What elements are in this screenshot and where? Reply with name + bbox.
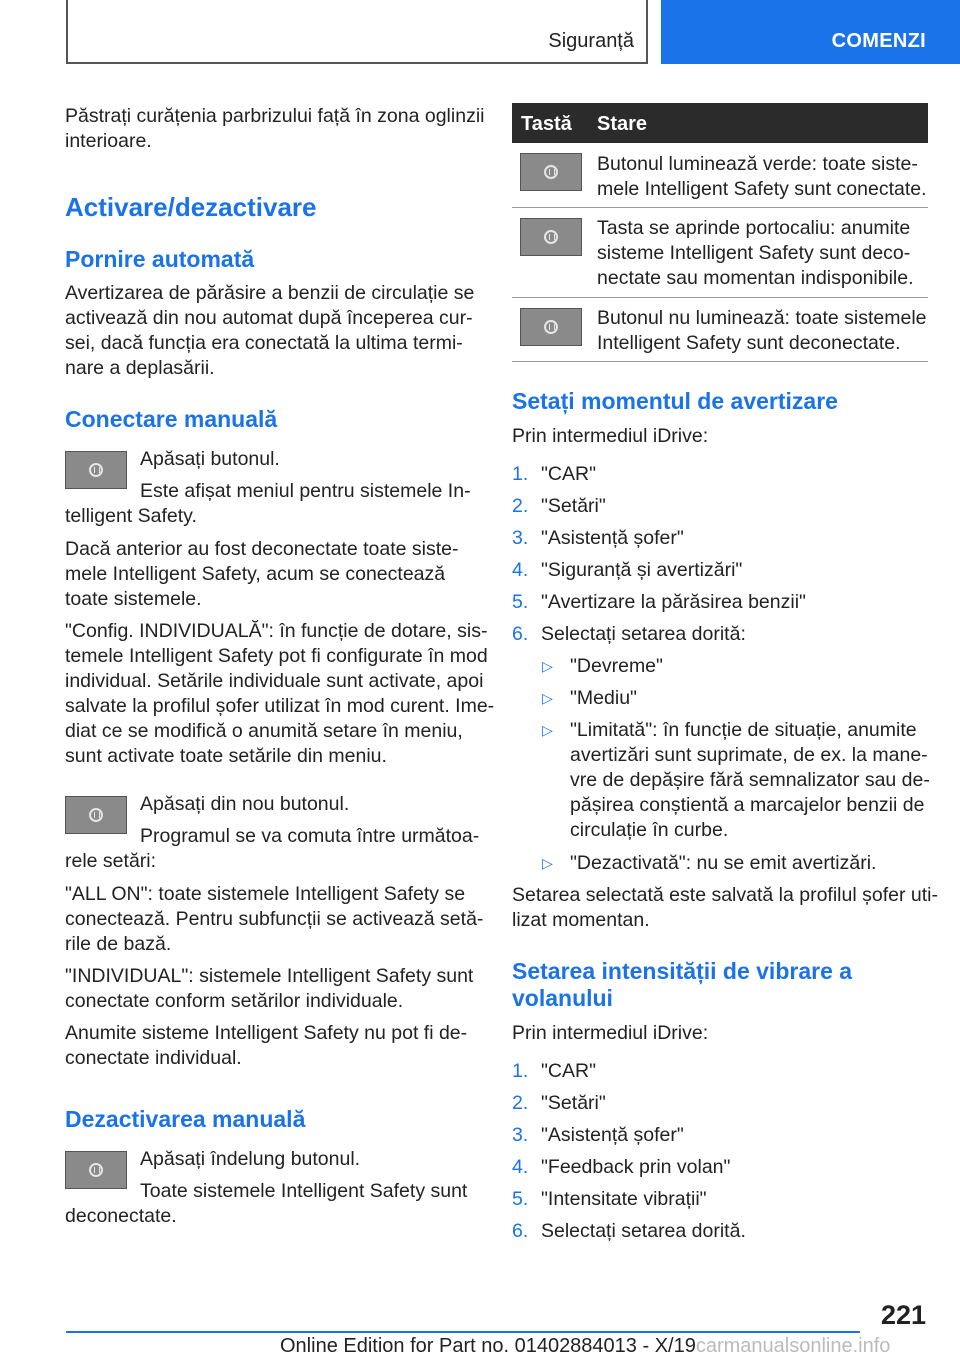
heading-manual-on: Conectare manuală xyxy=(65,406,278,432)
table-row xyxy=(512,208,928,298)
header-chapter-tab[interactable] xyxy=(661,0,960,64)
sub-text: "Devreme" xyxy=(570,655,663,677)
list-num: 6. xyxy=(512,1220,529,1242)
list-text: "Asistență șofer" xyxy=(541,1124,684,1146)
menu-shown-line-2: telligent Safety. xyxy=(65,505,197,527)
sub-text: "Limitată": în funcție de situație, anumite xyxy=(570,719,917,741)
list-num: 1. xyxy=(512,1060,529,1082)
toggle-line-2: rele setări: xyxy=(65,850,157,872)
list-text: "Feedback prin volan" xyxy=(541,1156,731,1178)
individual-line-2: conectate conform setărilor individuale. xyxy=(65,990,404,1012)
footer-edition xyxy=(280,1335,890,1358)
list-num: 1. xyxy=(512,463,529,485)
heading-vibration-line-1: Setarea intensității de vibrare a xyxy=(512,958,853,984)
sub-text: pășirea conștientă a marcajelor benzii de xyxy=(570,794,925,816)
table-row-state-line: Butonul luminează verde: toate siste- xyxy=(597,153,918,175)
auto-line-4: nare a deplasării. xyxy=(65,357,215,379)
intro-line-2: interioare. xyxy=(65,130,152,152)
list-text: "Asistență șofer" xyxy=(541,527,684,549)
sub-text: circulație în curbe. xyxy=(570,819,729,841)
table-row-state-line: nectate sau momentan indisponibile. xyxy=(597,267,914,289)
list-text: Selectați setarea dorită: xyxy=(541,623,746,645)
list-text: "Setări" xyxy=(541,1092,606,1114)
all-on-line-3: rile de bază. xyxy=(65,933,172,955)
triangle-bullet-icon: ▷ xyxy=(542,855,553,871)
config-line-3: individual. Setările individuale sunt activate, apoi xyxy=(65,670,484,692)
sub-text: "Mediu" xyxy=(570,687,637,709)
toggle-line-1: Programul se va comuta între următoa- xyxy=(140,825,480,847)
list-text: "Setări" xyxy=(541,495,606,517)
page-number: 221 xyxy=(880,1300,926,1330)
some-line-1: Anumite sisteme Intelligent Safety nu pot fi de- xyxy=(65,1022,468,1044)
heading-activation: Activare/dezactivare xyxy=(65,192,317,222)
list-num: 6. xyxy=(512,623,529,645)
table-header xyxy=(512,103,928,143)
safety-button-icon xyxy=(89,463,103,477)
config-line-6: sunt activate toate setările din meniu. xyxy=(65,745,387,767)
auto-line-3: sei, dacă funcția era conectată la ultima termi- xyxy=(65,332,463,354)
sub-text: vre de depășire fără semnalizator sau de- xyxy=(570,769,930,791)
list-text: "CAR" xyxy=(541,463,597,485)
safety-button-icon xyxy=(89,808,103,822)
footer-edition-text: Online Edition for Part no. 01402884013 - X/19 xyxy=(280,1335,696,1357)
saved-line-2: lizat momentan. xyxy=(512,909,650,931)
all-off-line-1: Toate sistemele Intelligent Safety sunt xyxy=(140,1180,468,1202)
press-button-text: Apăsați butonul. xyxy=(140,448,280,470)
header-section-box xyxy=(66,0,648,64)
list-text: "Avertizare la părăsirea benzii" xyxy=(541,591,806,613)
safety-button-icon xyxy=(544,230,558,244)
header-section-title: Siguranță xyxy=(548,30,634,52)
table-row-state-line: Intelligent Safety sunt deconectate. xyxy=(597,332,901,354)
menu-shown-line-1: Este afișat meniul pentru sistemele In- xyxy=(140,480,471,502)
press-long-text: Apăsați îndelung butonul. xyxy=(140,1148,361,1170)
triangle-bullet-icon: ▷ xyxy=(542,690,553,706)
saved-line-1: Setarea selectată este salvată la profilul șofer uti- xyxy=(512,884,938,906)
config-line-4: salvate la profilul șofer utilizat în mod curent. Ime- xyxy=(65,695,495,717)
config-line-5: diat ce se modifică o anumită setare în meniu, xyxy=(65,720,463,742)
press-again-text: Apăsați din nou butonul. xyxy=(140,793,350,815)
table-row-state-line: sisteme Intelligent Safety sunt deco- xyxy=(597,242,911,264)
safety-button-image xyxy=(520,153,582,191)
safety-button-image xyxy=(520,308,582,346)
list-num: 4. xyxy=(512,1156,529,1178)
prev-off-line-3: toate sistemele. xyxy=(65,588,202,610)
table-row xyxy=(512,143,928,208)
safety-button-icon xyxy=(89,1163,103,1177)
some-line-2: conectate individual. xyxy=(65,1047,242,1069)
config-line-2: temele Intelligent Safety pot fi configurate în mod xyxy=(65,645,488,667)
header-chapter-label: COMENZI xyxy=(831,30,926,52)
sub-text: avertizări sunt suprimate, de ex. la mane- xyxy=(570,744,928,766)
list-num: 3. xyxy=(512,1124,529,1146)
via-idrive-1: Prin intermediul iDrive: xyxy=(512,425,709,447)
heading-vibration-line-2: volanului xyxy=(512,985,613,1011)
safety-button-image xyxy=(65,1151,127,1189)
heading-auto-start: Pornire automată xyxy=(65,246,255,272)
auto-line-1: Avertizarea de părăsire a benzii de circulație se xyxy=(65,282,475,304)
all-on-line-1: "ALL ON": toate sistemele Intelligent Safety se xyxy=(65,883,466,905)
table-row-state-line: mele Intelligent Safety sunt conectate. xyxy=(597,178,927,200)
triangle-bullet-icon: ▷ xyxy=(542,658,553,674)
list-text: "Siguranță și avertizări" xyxy=(541,559,743,581)
list-text: Selectați setarea dorită. xyxy=(541,1220,746,1242)
intro-line-1: Păstrați curățenia parbrizului față în zona oglinzii xyxy=(65,105,485,127)
table-col-state: Stare xyxy=(597,113,648,135)
list-num: 2. xyxy=(512,495,529,517)
footer-divider xyxy=(66,1331,860,1333)
footer-watermark: carmanualsonline.info xyxy=(695,1335,891,1357)
via-idrive-2: Prin intermediul iDrive: xyxy=(512,1022,709,1044)
list-text: "Intensitate vibrații" xyxy=(541,1188,707,1210)
list-num: 2. xyxy=(512,1092,529,1114)
list-num: 5. xyxy=(512,591,529,613)
list-num: 3. xyxy=(512,527,529,549)
auto-line-2: activează din nou automat după începerea cur- xyxy=(65,307,473,329)
all-off-line-2: deconectate. xyxy=(65,1205,177,1227)
prev-off-line-2: mele Intelligent Safety, acum se conectează xyxy=(65,563,446,585)
table-row xyxy=(512,298,928,362)
prev-off-line-1: Dacă anterior au fost deconectate toate siste- xyxy=(65,538,459,560)
safety-button-icon xyxy=(544,320,558,334)
table-row-state-line: Butonul nu luminează: toate sistemele xyxy=(597,307,927,329)
list-num: 5. xyxy=(512,1188,529,1210)
all-on-line-2: conectează. Pentru subfuncții se activează setă- xyxy=(65,908,484,930)
safety-button-image xyxy=(65,796,127,834)
safety-button-image xyxy=(65,451,127,489)
sub-text: "Dezactivată": nu se emit avertizări. xyxy=(570,852,877,874)
config-line-1: "Config. INDIVIDUALĂ": în funcție de dotare, sis- xyxy=(65,620,488,642)
safety-button-image xyxy=(520,218,582,256)
table-col-key: Tastă xyxy=(521,113,572,135)
individual-line-1: "INDIVIDUAL": sistemele Intelligent Safety sunt xyxy=(65,965,474,987)
heading-warning-time: Setați momentul de avertizare xyxy=(512,388,838,414)
list-text: "CAR" xyxy=(541,1060,597,1082)
triangle-bullet-icon: ▷ xyxy=(542,722,553,738)
safety-button-icon xyxy=(544,165,558,179)
table-row-state-line: Tasta se aprinde portocaliu: anumite xyxy=(597,217,911,239)
heading-manual-off: Dezactivarea manuală xyxy=(65,1106,306,1132)
list-num: 4. xyxy=(512,559,529,581)
